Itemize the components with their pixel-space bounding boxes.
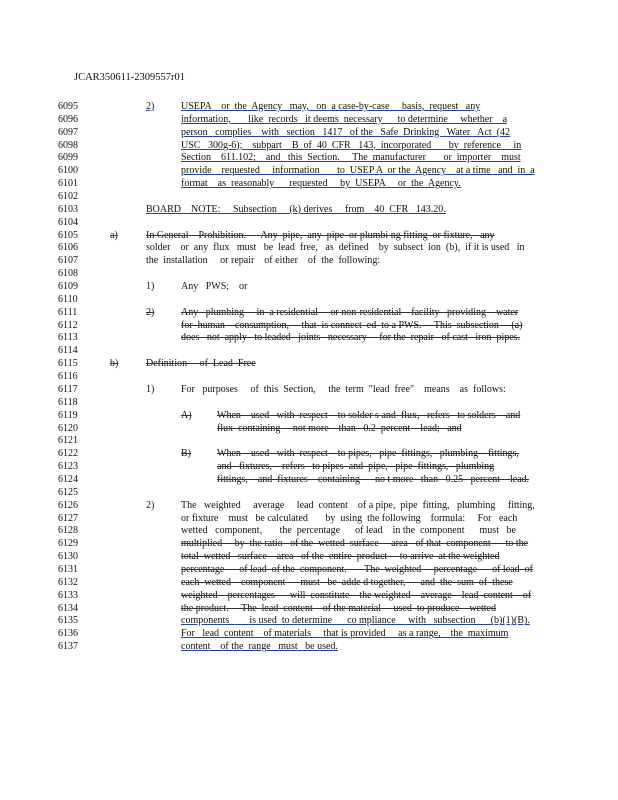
line-number: 6125 [58,486,78,498]
line-number: 6133 [58,589,78,601]
line-number: 6136 [58,628,78,640]
line-number: 6096 [58,113,78,125]
document-line [0,525,618,537]
document-line [0,242,618,254]
document-line [0,191,618,203]
line-text: USC 300g-6); subpart B of 40 CFR 143, incorporated by reference in [181,139,522,151]
document-line [0,564,618,576]
document-line [0,577,618,589]
line-number: 6105 [58,229,78,241]
line-number: 6112 [58,319,78,331]
line-number: 6102 [58,191,78,203]
document-line [0,281,618,293]
document-line [0,255,618,267]
line-text: provide requested information to USEP A or the Agency at a time and in a [181,165,535,177]
document-line [0,114,618,126]
line-number: 6107 [58,255,78,267]
line-number: 6122 [58,448,78,460]
line-text: components is used to determine co mpliance with subsection (b)(1)(B). [181,615,530,627]
line-text: the product. The lead content of the material used to produce wetted [181,602,496,614]
line-number: 6137 [58,641,78,653]
line-number: 6108 [58,268,78,280]
line-text: content of the range must be used. [181,641,338,653]
document-line [0,294,618,306]
line-text: When used with respect to pipes, pipe fittings, plumbing fittings, [217,448,519,460]
line-number: 6123 [58,461,78,473]
line-text: does not apply to leaded joints necessary for the repair of cast iron pipes. [181,332,521,344]
list-marker: 2) [146,499,155,511]
document-line [0,268,618,280]
line-text: Definition of Lead Free [146,358,256,370]
document-line [0,603,618,615]
line-number: 6131 [58,563,78,575]
line-text: each wetted component must be adde d together, and the sum of these [181,576,513,588]
list-marker: 1) [146,281,155,293]
line-number: 6115 [58,358,78,370]
line-number: 6101 [58,178,78,190]
line-number: 6117 [58,383,78,395]
line-number: 6132 [58,576,78,588]
line-number: 6106 [58,242,78,254]
line-text: USEPA or the Agency may, on a case-by-case basis, request any [181,101,481,112]
document-line [0,487,618,499]
document-line [0,448,618,460]
line-number: 6119 [58,409,78,421]
line-text: Any PWS; or [181,281,248,293]
line-text: for human consumption, that is connect ed to a PWS. This subsection (a) [181,319,523,331]
line-number: 6109 [58,281,78,293]
list-marker: b) [110,358,119,370]
document-line [0,641,618,653]
document-line [0,320,618,332]
line-number: 6100 [58,165,78,177]
line-text: The weighted average lead content of a pipe, pipe fitting, plumbing fitting, [181,499,535,511]
line-text: information, like records it deems necessary to determine whether a [181,113,508,125]
document-line [0,345,618,357]
line-text: weighted percentages will constitute the weighted average lead content of [181,589,532,601]
line-text: In General Prohibition. Any pipe, any pipe or plumbi ng fitting or fixture, any [146,229,495,241]
line-text: or fixture must be calculated by using the following formula: For each [181,512,518,524]
line-text: When used with respect to solder s and flux, refers to solders and [217,409,521,421]
list-marker: a) [110,229,118,241]
list-marker: 2) [146,101,155,112]
list-marker: A) [181,409,192,421]
document-line [0,615,618,627]
line-text: wetted component, the percentage of lead in the component must be [181,525,516,537]
line-number: 6127 [58,512,78,524]
line-text: total wetted surface area of the entire product to arrive at the weighted [181,551,500,563]
document-line [0,230,618,242]
line-number: 6098 [58,139,78,151]
document-line [0,217,618,229]
document-line [0,435,618,447]
document-line [0,127,618,139]
line-number: 6128 [58,525,78,537]
line-number: 6126 [58,499,78,511]
document-line [0,500,618,512]
line-number: 6124 [58,473,78,485]
document-line [0,551,618,563]
document-id: JCAR350611-2309557r01 [74,72,186,83]
line-number: 6130 [58,551,78,563]
document-line [0,371,618,383]
document-line [0,513,618,525]
document-line [0,307,618,319]
document-line [0,384,618,396]
list-marker: B) [181,448,191,460]
line-number: 6114 [58,345,78,357]
document-line [0,101,618,113]
document-line [0,332,618,344]
document-line [0,590,618,602]
line-number: 6120 [58,422,78,434]
list-marker: 2) [146,306,155,318]
line-number: 6113 [58,332,78,344]
document-line [0,538,618,550]
document-line [0,397,618,409]
line-text: For purposes of this Section, the term "lead free" means as follows: [181,383,506,395]
line-number: 6104 [58,216,78,228]
line-text: the installation or repair of either of the following: [146,255,381,267]
line-number: 6110 [58,293,78,305]
document-line [0,165,618,177]
line-text: format as reasonably requested by USEPA or the Agency. [181,178,461,190]
line-number: 6135 [58,615,78,627]
line-number: 6097 [58,126,78,138]
line-number: 6103 [58,203,78,215]
line-text: fittings, and fixtures containing no t more than 0.25 percent lead. [217,473,530,485]
line-number: 6095 [58,101,78,112]
document-line [0,204,618,216]
line-text: and fixtures, refers to pipes and pipe, pipe fittings, plumbing [217,461,495,473]
line-number: 6118 [58,396,78,408]
list-marker: 1) [146,383,155,395]
document-line [0,178,618,190]
document-line [0,152,618,164]
line-text: percentage of lead of the component. The weighted percentage of lead of [181,563,533,575]
line-text: For lead content of materials that is provided as a range, the maximum [181,628,509,640]
line-text: solder or any flux must be lead free, as defined by subsect ion (b), if it is used in [146,242,525,254]
line-text: multiplied by the ratio of the wetted surface area of that component to the [181,538,529,550]
line-number: 6129 [58,538,78,550]
line-number: 6116 [58,371,78,383]
line-text: Any plumbing in a residential or non-residential facility providing water [181,306,519,318]
document-line [0,140,618,152]
document-line [0,358,618,370]
line-number: 6099 [58,152,78,164]
document-line [0,410,618,422]
line-number: 6121 [58,435,78,447]
line-number: 6134 [58,602,78,614]
line-text: Section 611.102; and this Section. The manufacturer or importer must [181,152,521,164]
line-text: BOARD NOTE: Subsection (k) derives from 40 CFR 143.20. [146,203,446,215]
document-line [0,628,618,640]
document-line [0,474,618,486]
line-text: person complies with section 1417 of the Safe Drinking Water Act (42 [181,126,510,138]
line-number: 6111 [58,306,78,318]
document-line [0,461,618,473]
document-line [0,423,618,435]
line-text: flux containing not more than 0.2 percent lead; and [217,422,462,434]
